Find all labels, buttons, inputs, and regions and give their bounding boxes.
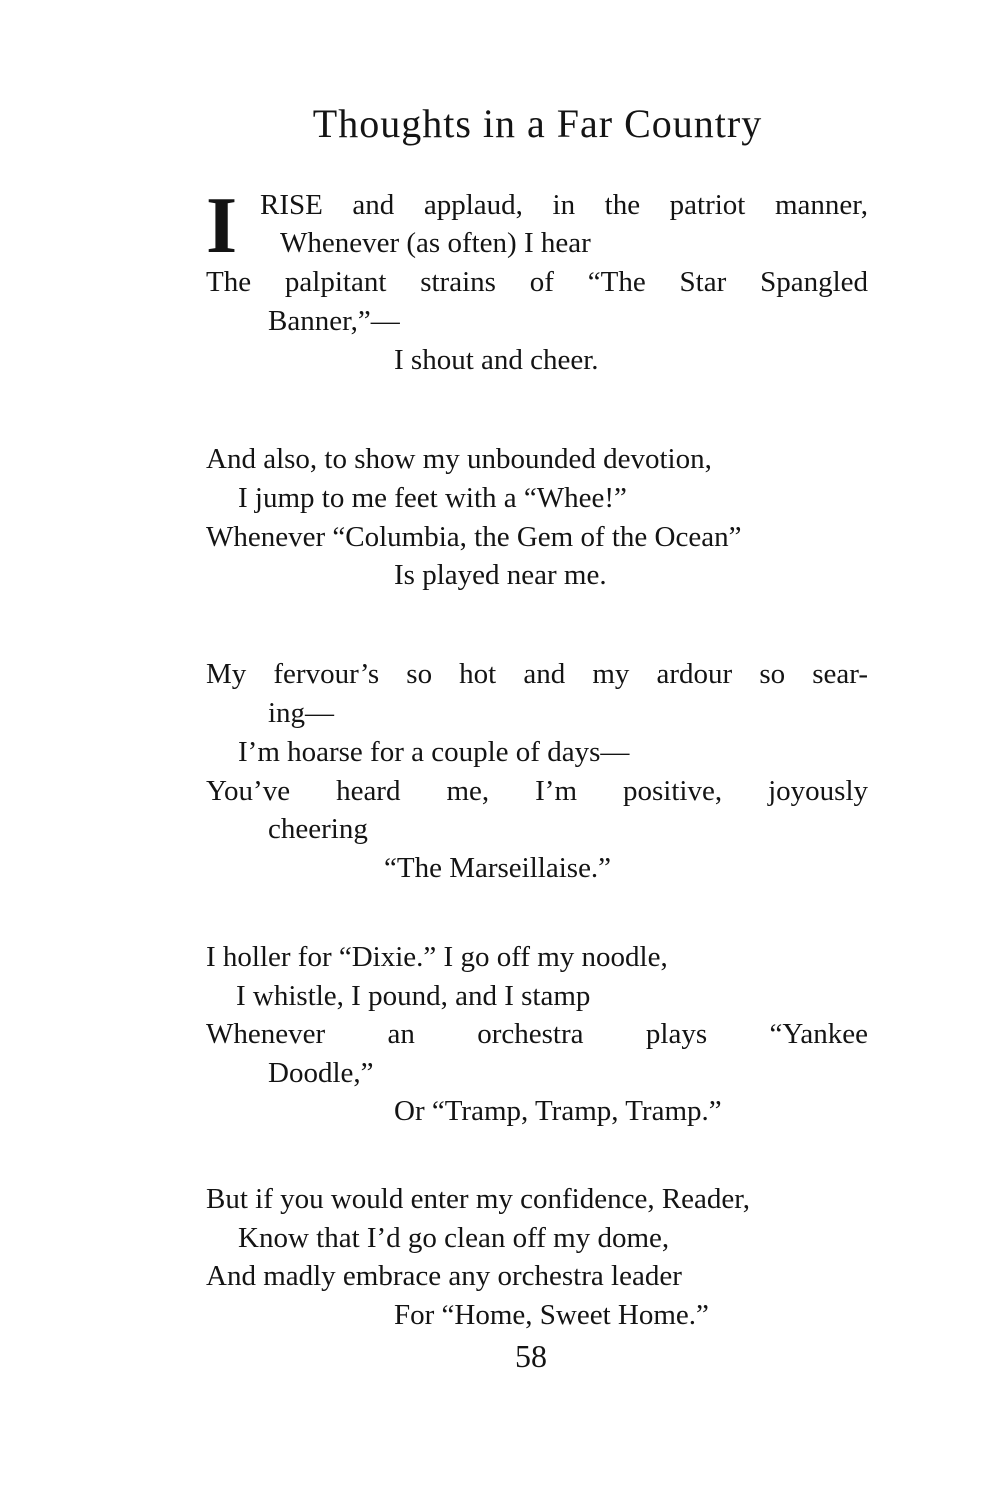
poem-line: For “Home, Sweet Home.” <box>394 1299 709 1331</box>
poem-line: I holler for “Dixie.” I go off my noodle, <box>206 941 668 973</box>
poem-line: Know that I’d go clean off my dome, <box>238 1222 670 1254</box>
poem-line: Is played near me. <box>394 559 607 591</box>
poem-line: Whenever “Columbia, the Gem of the Ocean” <box>206 521 742 553</box>
poem-line: And also, to show my unbounded devotion, <box>206 443 712 475</box>
poem-line: cheering <box>268 813 368 845</box>
poem-line: You’ve heard me, I’m positive, joyously <box>206 775 868 807</box>
poem-line: Banner,”— <box>268 305 400 337</box>
poem-line: My fervour’s so hot and my ardour so sear- <box>206 658 868 690</box>
poem-line: “The Marseillaise.” <box>384 852 612 884</box>
poem-line: Whenever (as often) I hear <box>280 227 591 259</box>
poem-line: I whistle, I pound, and I stamp <box>236 980 591 1012</box>
poem-line: I jump to me feet with a “Whee!” <box>238 482 627 514</box>
poem-line: I shout and cheer. <box>394 344 599 376</box>
poem-line: The palpitant strains of “The Star Spangled <box>206 266 868 298</box>
poem-line: But if you would enter my confidence, Reader, <box>206 1183 751 1215</box>
poem-line: Whenever an orchestra plays “Yankee <box>206 1018 868 1050</box>
poem-line: RISE and applaud, in the patriot manner, <box>260 189 868 221</box>
page-number: 58 <box>515 1338 547 1374</box>
poem-line: Doodle,” <box>268 1057 374 1089</box>
poem-line: I’m hoarse for a couple of days— <box>238 736 630 768</box>
poem-line: ing— <box>268 697 335 729</box>
poem-line: And madly embrace any orchestra leader <box>206 1260 682 1292</box>
drop-cap: I <box>206 182 238 270</box>
page-title: Thoughts in a Far Country <box>312 101 763 146</box>
poem-line: Or “Tramp, Tramp, Tramp.” <box>394 1095 722 1127</box>
